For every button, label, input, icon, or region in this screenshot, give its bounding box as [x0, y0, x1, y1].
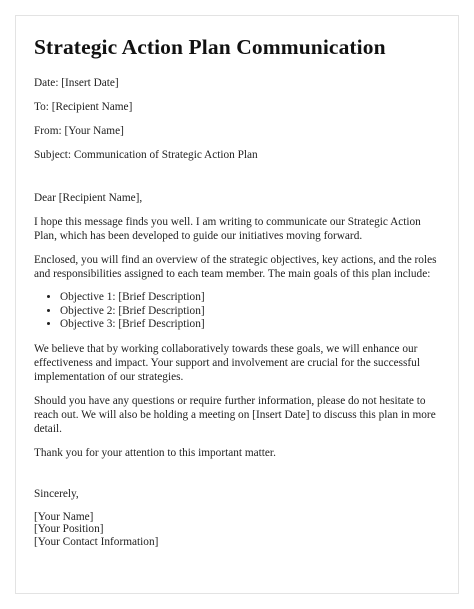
body-paragraph-1: I hope this message finds you well. I am writing to communicate our Strategic Action Plan, which has been developed to guide our initiatives moving forward.: [34, 216, 421, 242]
body-paragraph-2: Enclosed, you will find an overview of the strategic objectives, key actions, and the roles and responsibilities assigned to each team member. The main goals of this plan include:: [34, 254, 437, 280]
body-paragraph-4: Should you have any questions or require further information, please do not hesitate to reach out. We will also be holding a meeting on [Insert Date] to discuss this plan in more detail.: [34, 394, 436, 435]
salutation: Dear [Recipient Name],: [34, 192, 143, 204]
list-item: • Objective 1: [Brief Description]: [60, 291, 440, 305]
signature-contact: [Your Contact Information]: [34, 535, 159, 548]
signature-name: [Your Name]: [34, 510, 94, 523]
from-line: From: [Your Name]: [34, 125, 124, 137]
list-item: • Objective 2: [Brief Description]: [60, 305, 440, 319]
body-paragraph-3: We believe that by working collaboratively towards these goals, we will enhance our effectiveness and impact. Your support and involvement are crucial for the successful implementation of our strategies.: [34, 342, 420, 383]
subject-line: Subject: Communication of Strategic Action Plan: [34, 149, 258, 161]
spacer: [34, 470, 440, 487]
date-line: Date: [Insert Date]: [34, 77, 119, 89]
signature-block: [34, 511, 440, 549]
objectives-list: [34, 291, 440, 332]
spacer: [34, 172, 440, 191]
letter-title: Strategic Action Plan Communication: [34, 35, 386, 59]
letter-sheet: [15, 15, 459, 594]
closing: Sincerely,: [34, 487, 79, 500]
list-item: • Objective 3: [Brief Description]: [60, 318, 440, 332]
body-paragraph-5: Thank you for your attention to this important matter.: [34, 446, 276, 459]
to-line: To: [Recipient Name]: [34, 101, 133, 113]
signature-position: [Your Position]: [34, 523, 104, 535]
